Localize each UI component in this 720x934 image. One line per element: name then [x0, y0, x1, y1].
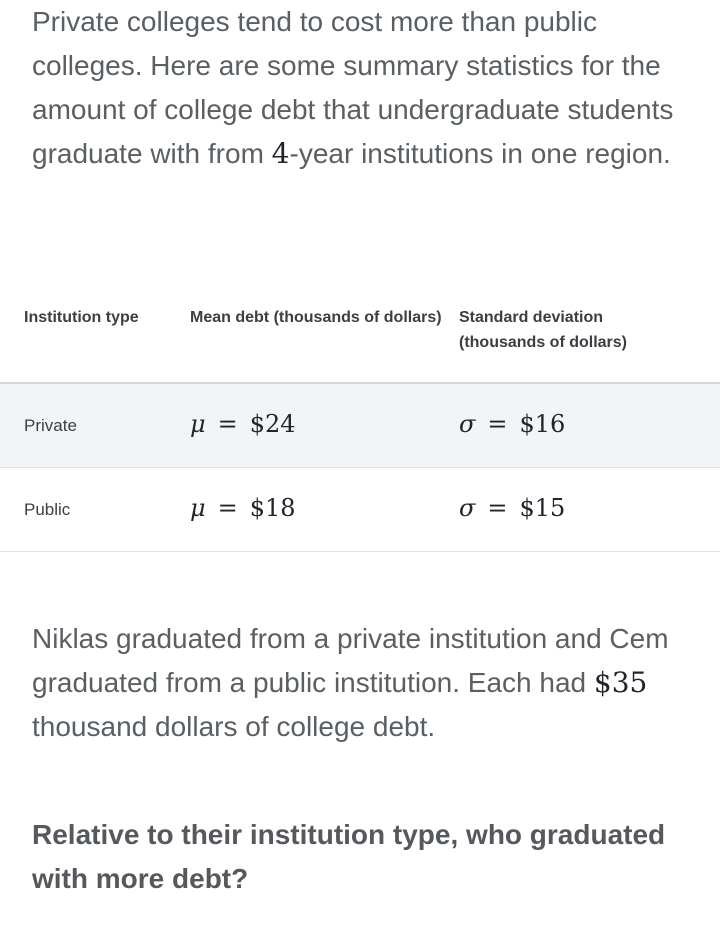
mean-debt-cell	[190, 410, 296, 438]
mean-debt-value: $24	[249, 409, 296, 438]
equals-sign: =	[217, 493, 238, 522]
header-institution-type: Institution type	[0, 294, 190, 383]
standard-deviation-value: $16	[519, 409, 566, 438]
sigma-symbol: σ	[459, 493, 476, 522]
header-mean-debt: Mean debt (thousands of dollars)	[190, 294, 459, 383]
story-text-end: thousand dollars of college debt.	[32, 711, 436, 742]
equals-sign: =	[487, 493, 508, 522]
intro-number: 4	[271, 137, 290, 170]
institution-type-cell: Private	[24, 415, 77, 435]
mu-symbol: μ	[190, 409, 206, 438]
mean-debt-cell	[190, 494, 296, 522]
sigma-symbol: σ	[459, 409, 476, 438]
standard-deviation-cell	[459, 410, 565, 438]
mu-symbol: μ	[190, 493, 206, 522]
intro-paragraph	[32, 0, 692, 176]
standard-deviation-cell	[459, 494, 565, 522]
summary-statistics-table	[0, 294, 720, 552]
intro-text-start: Private colleges tend to cost more than public colleges. Here are some summary statistics for the amount of college debt that undergraduate students graduate with from	[32, 6, 674, 169]
header-standard-deviation: Standard deviation (thousands of dollars)	[459, 294, 720, 383]
equals-sign: =	[487, 409, 508, 438]
intro-text-end: -year institutions in one region.	[289, 138, 671, 169]
table-row-private	[0, 383, 720, 468]
institution-type-cell: Public	[24, 499, 71, 519]
story-paragraph	[32, 617, 692, 749]
question-prompt: Relative to their institution type, who graduated with more debt?	[32, 819, 666, 894]
equals-sign: =	[217, 409, 238, 438]
story-debt-amount: $35	[593, 666, 648, 699]
table-header-row	[0, 294, 720, 383]
table-row-public	[0, 468, 720, 552]
story-text-start: Niklas graduated from a private institution and Cem graduated from a public institution. Each had	[32, 623, 669, 698]
mean-debt-value: $18	[249, 493, 296, 522]
standard-deviation-value: $15	[519, 493, 566, 522]
